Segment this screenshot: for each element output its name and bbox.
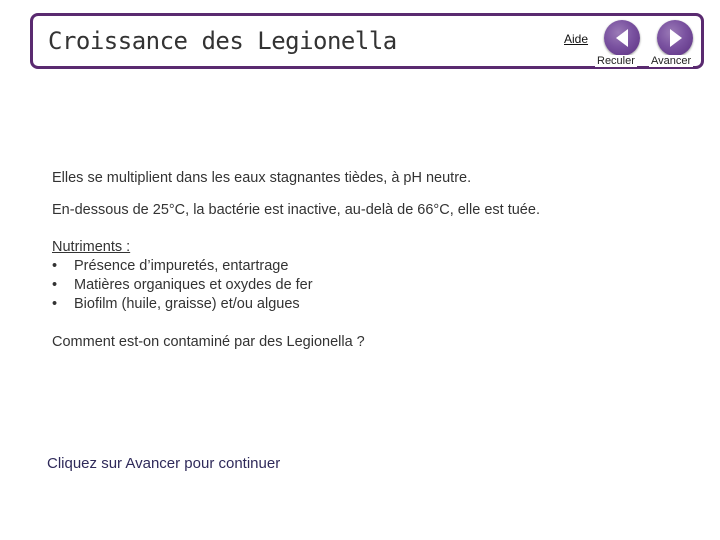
triangle-left-icon	[604, 20, 640, 56]
paragraph-conditions: Elles se multiplient dans les eaux stagnantes tièdes, à pH neutre.	[52, 170, 472, 186]
list-item	[52, 295, 313, 314]
list-item	[52, 257, 313, 276]
bullet: •	[52, 258, 58, 274]
help-link[interactable]: Aide	[564, 32, 589, 46]
next-button[interactable]	[657, 20, 693, 56]
list-item-text: Biofilm (huile, graisse) et/ou algues	[74, 296, 300, 312]
list-item	[52, 276, 313, 295]
continue-instruction: Cliquez sur Avancer pour continuer	[47, 455, 281, 472]
paragraph-temperature: En-dessous de 25°C, la bactérie est inactive, au-delà de 66°C, elle est tuée.	[52, 202, 540, 218]
nutrients-list	[52, 238, 313, 314]
page-title: Croissance des Legionella	[48, 27, 397, 55]
bullet: •	[52, 277, 58, 293]
bullet: •	[52, 296, 58, 312]
back-label: Reculer	[597, 55, 635, 67]
triangle-right-icon	[657, 20, 693, 56]
list-item-text: Matières organiques et oxydes de fer	[74, 277, 313, 293]
list-item-text: Présence d’impuretés, entartrage	[74, 258, 289, 274]
nutrients-heading: Nutriments :	[52, 239, 131, 255]
question-text: Comment est-on contaminé par des Legionella ?	[52, 334, 365, 350]
back-button[interactable]	[604, 20, 640, 56]
next-label: Avancer	[651, 55, 692, 67]
